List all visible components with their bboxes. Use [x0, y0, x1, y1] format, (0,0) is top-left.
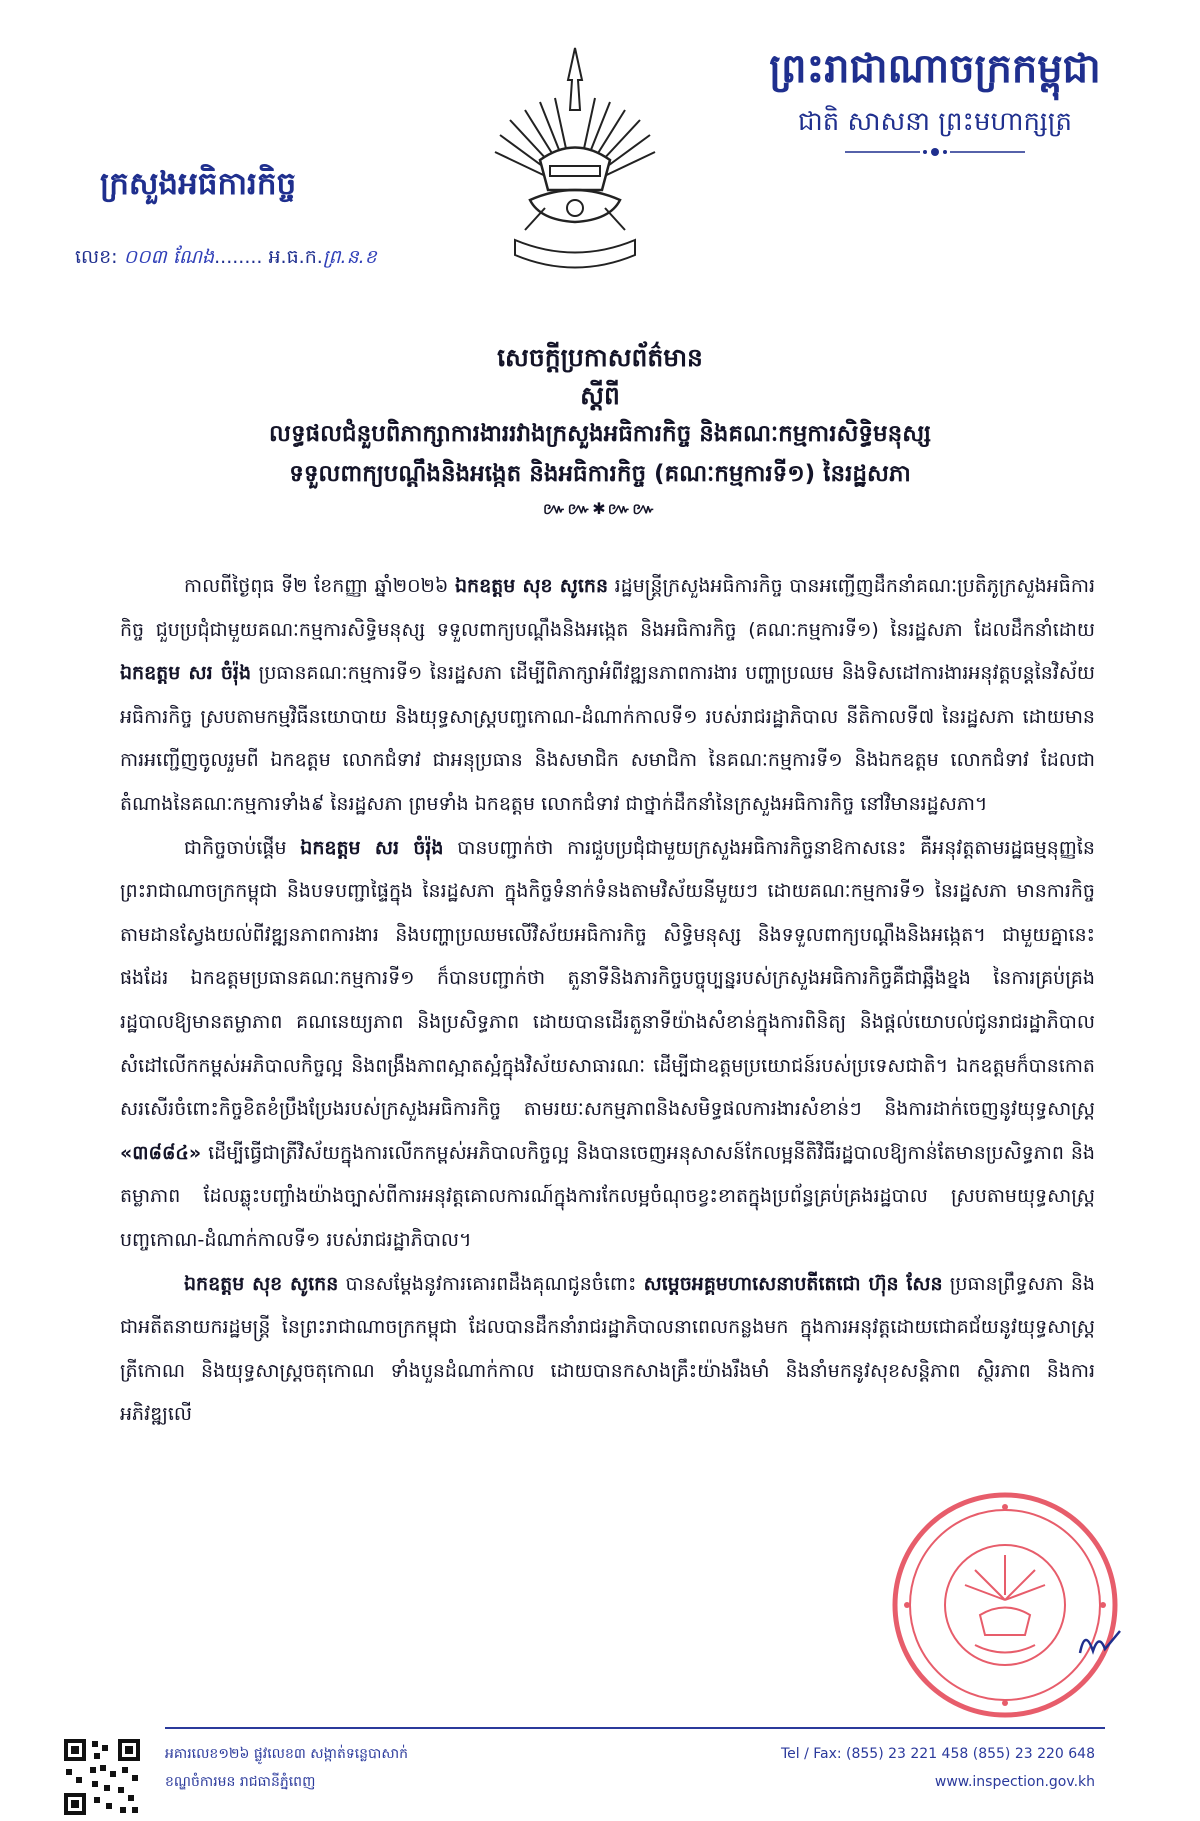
- kingdom-header: [725, 44, 1145, 168]
- title-line-4: ទទួលពាក្យបណ្ដឹងនិងអង្កេត និងអធិការកិច្ច (គណៈកម្មការទី១) នៃរដ្ឋសភា: [289, 461, 911, 487]
- bold-name-text: សម្ដេចអគ្គមហាសេនាបតីតេជោ ហ៊ុន សែន: [643, 1272, 943, 1295]
- paragraph-2: [120, 827, 1095, 1263]
- paragraph-text: ដើម្បីធ្វើជាត្រីវិស័យក្នុងការលើកកម្ពស់អភិបាលកិច្ចល្អ និងបានចេញអនុសាសន៍កែលម្អនីតិវិធីរដ្ឋបាលឱ្យកាន់តែមានប្រសិទ្ធភាព និងតម្លាភាព ដែលឆ្លុះបញ្ចាំងយ៉ាងច្បាស់ពីការអនុវត្តគោលការណ៍ក្នុងការកែលម្អចំណុចខ្វះខាតក្នុងប្រព័ន្ធគ្រប់គ្រងរដ្ឋបាល ស្របតាមយុទ្ធសាស្ត្របញ្ចកោណ-ដំណាក់កាលទី១ របស់រាជរដ្ឋាភិបាល។: [120, 1141, 1095, 1251]
- title-line-3: លទ្ធផលជំនួបពិភាក្សាការងាររវាងក្រសួងអធិការកិច្ច និងគណៈកម្មការសិទ្ធិមនុស្ស: [269, 421, 931, 447]
- announcement-title: [120, 338, 1080, 524]
- paragraph-text: កាលពីថ្ងៃពុធ ទី២ ខែកញ្ញា ឆ្នាំ២០២៦: [184, 575, 455, 597]
- ornament-divider-icon: [835, 142, 1035, 162]
- paragraph-3: [120, 1263, 1095, 1437]
- footer-address: [165, 1740, 545, 1796]
- address-line-1: អគារលេខ១២៦ ផ្លូវលេខ៣ សង្កាត់ទន្លេបាសាក់: [165, 1746, 409, 1762]
- paragraph-text: ប្រធានគណៈកម្មការទី១ នៃរដ្ឋសភា ដើម្បីពិភាក្សាអំពីវឌ្ឍនភាពការងារ បញ្ហាប្រឈម និងទិសដៅការងារអនុវត្តបន្តនៃវិស័យអធិការកិច្ច ស្របតាមកម្មវិធីនយោបាយ និងយុទ្ធសាស្ត្របញ្ចកោណ-ដំណាក់កាលទី១ របស់រាជរដ្ឋាភិបាល នីតិកាលទី៧ នៃរដ្ឋសភា ដោយមានការអញ្ជើញចូលរួមពី ឯកឧត្ដម លោកជំទាវ ជាអនុប្រធាន និងសមាជិក សមាជិកា នៃគណៈកម្មការទី១ និងឯកឧត្ដម លោកជំទាវ ដែលជាតំណាងនៃគណៈកម្មការទាំង៩ នៃរដ្ឋសភា ព្រមទាំង ឯកឧត្ដម លោកជំទាវ ជាថ្នាក់ដឹកនាំនៃក្រសួងអធិការកិច្ច នៅវិមានរដ្ឋសភា។: [120, 662, 1095, 815]
- national-motto: ជាតិ សាសនា ព្រះមហាក្សត្រ: [798, 107, 1072, 137]
- title-line-2: ស្ដីពី: [580, 381, 620, 410]
- official-seal-stamp: [885, 1485, 1125, 1725]
- paragraph-text: បានបញ្ជាក់ថា ការជួបប្រជុំជាមួយក្រសួងអធិការកិច្ចនាឱកាសនេះ គឺអនុវត្តតាមរដ្ឋធម្មនុញ្ញនៃព្រះរាជាណាចក្រកម្ពុជា និងបទបញ្ជាផ្ទៃក្នុង នៃរដ្ឋសភា ក្នុងកិច្ចទំនាក់ទំនងតាមវិស័យនីមួយៗ ដោយគណៈកម្មការទី១ នៃរដ្ឋសភា មានការកិច្ចតាមដានស្វែងយល់ពីវឌ្ឍនភាពការងារ និងបញ្ហាប្រឈមលើវិស័យអធិការកិច្ច សិទ្ធិមនុស្ស និងទទួលពាក្យបណ្ដឹងនិងអង្កេត។ ជាមួយគ្នានេះផងដែរ ឯកឧត្ដមប្រធានគណៈកម្មការទី១ ក៏បានបញ្ជាក់ថា តួនាទីនិងភារកិច្ចបច្ចុប្បន្នរបស់ក្រសួងអធិការកិច្ចគឺជាឆ្អឹងខ្នង នៃការគ្រប់គ្រងរដ្ឋបាលឱ្យមានតម្លាភាព គណនេយ្យភាព និងប្រសិទ្ធភាព ដោយបានដើរតួនាទីយ៉ាងសំខាន់ក្នុងការពិនិត្យ និងផ្ដល់យោបល់ជូនរាជរដ្ឋាភិបាល សំដៅលើកកម្ពស់អភិបាលកិច្ចល្អ និងពង្រឹងភាពស្អាតស្អំក្នុងវិស័យសាធារណៈ ដើម្បីជាឧត្ដមប្រយោជន៍របស់ប្រទេសជាតិ។ ឯកឧត្ដមក៏បានកោតសរសើរចំពោះកិច្ចខិតខំប្រឹងប្រែងរបស់ក្រសួងអធិការកិច្ច តាមរយៈសកម្មភាពនិងសមិទ្ធផលការងារសំខាន់ៗ និងការដាក់ចេញនូវយុទ្ធសាស្ត្រ: [120, 836, 1095, 1121]
- footer-contact: [735, 1740, 1095, 1796]
- motto-ornament: [725, 142, 1145, 168]
- reference-dots: ........: [214, 246, 263, 268]
- signature-mark: [1075, 1623, 1125, 1663]
- reference-tail-handwritten: ព្រ.ន.ខ: [322, 246, 377, 268]
- reference-suffix: អ.ធ.ក.: [268, 246, 323, 268]
- bold-name-text: ឯកឧត្ដម សរ ចំរ៉ុង: [300, 836, 444, 859]
- qr-code-icon[interactable]: [62, 1737, 142, 1817]
- website-link[interactable]: www.inspection.gov.kh: [934, 1774, 1095, 1790]
- bold-name-text: ឯកឧត្ដម សុខ សូកេន: [184, 1272, 339, 1295]
- title-line-1: សេចក្ដីប្រកាសព័ត៌មាន: [497, 343, 703, 372]
- kingdom-name: ព្រះរាជាណាចក្រកម្ពុជា: [769, 46, 1101, 92]
- reference-number: [75, 243, 515, 271]
- paragraph-text: ប្រធានព្រឹទ្ធសភា និងជាអតីតនាយករដ្ឋមន្ត្រី នៃព្រះរាជាណាចក្រកម្ពុជា ដែលបានដឹកនាំរាជរដ្ឋាភិបាលនាពេលកន្លងមក ក្នុងការអនុវត្តដោយជោគជ័យនូវយុទ្ធសាស្ត្រត្រីកោណ និងយុទ្ធសាស្ត្រចតុកោណ ទាំងបួនដំណាក់កាល ដោយបានកសាងគ្រឹះយ៉ាងរឹងមាំ និងនាំមកនូវសុខសន្តិភាព ស្ថិរភាព និងការអភិវឌ្ឍលើ: [120, 1272, 1095, 1426]
- bold-name-text: ឯកឧត្ដម សុខ សូកេន: [454, 575, 609, 597]
- bold-name-text: «៣៨៨៤»: [120, 1141, 202, 1164]
- paragraph-text: ជាកិច្ចចាប់ផ្ដើម: [184, 836, 301, 859]
- paragraph-1: [120, 565, 1095, 827]
- paragraph-text: រដ្ឋមន្ត្រីក្រសួងអធិការកិច្ច បានអញ្ជើញដឹកនាំគណៈប្រតិភូក្រសួងអធិការកិច្ច ជួបប្រជុំជាមួយគណៈកម្មការសិទ្ធិមនុស្ស ទទួលពាក្យបណ្ដឹងនិងអង្កេត និងអធិការកិច្ច (គណៈកម្មការទី១) នៃរដ្ឋសភា ដែលដឹកនាំដោយ: [120, 575, 1095, 641]
- title-ornament: ៚៚✱៚៚: [542, 499, 658, 518]
- paragraph-text: បានសម្ដែងនូវការគោរពដឹងគុណជូនចំពោះ: [338, 1272, 644, 1295]
- footer-divider: [165, 1727, 1105, 1729]
- ministry-name: ក្រសួងអធិការកិច្ច: [100, 166, 297, 202]
- bold-name-text: ឯកឧត្ដម សរ ចំរ៉ុង: [120, 662, 252, 685]
- reference-code-handwritten: ណែង: [172, 246, 215, 268]
- reference-number-handwritten: ០០៣: [123, 246, 167, 268]
- reference-label: លេខ:: [75, 246, 118, 268]
- tel-fax: Tel / Fax: (855) 23 221 458 (855) 23 220 648: [780, 1746, 1095, 1762]
- address-line-2: ខណ្ឌចំការមន រាជធានីភ្នំពេញ: [165, 1774, 316, 1790]
- announcement-body: [120, 565, 1095, 1437]
